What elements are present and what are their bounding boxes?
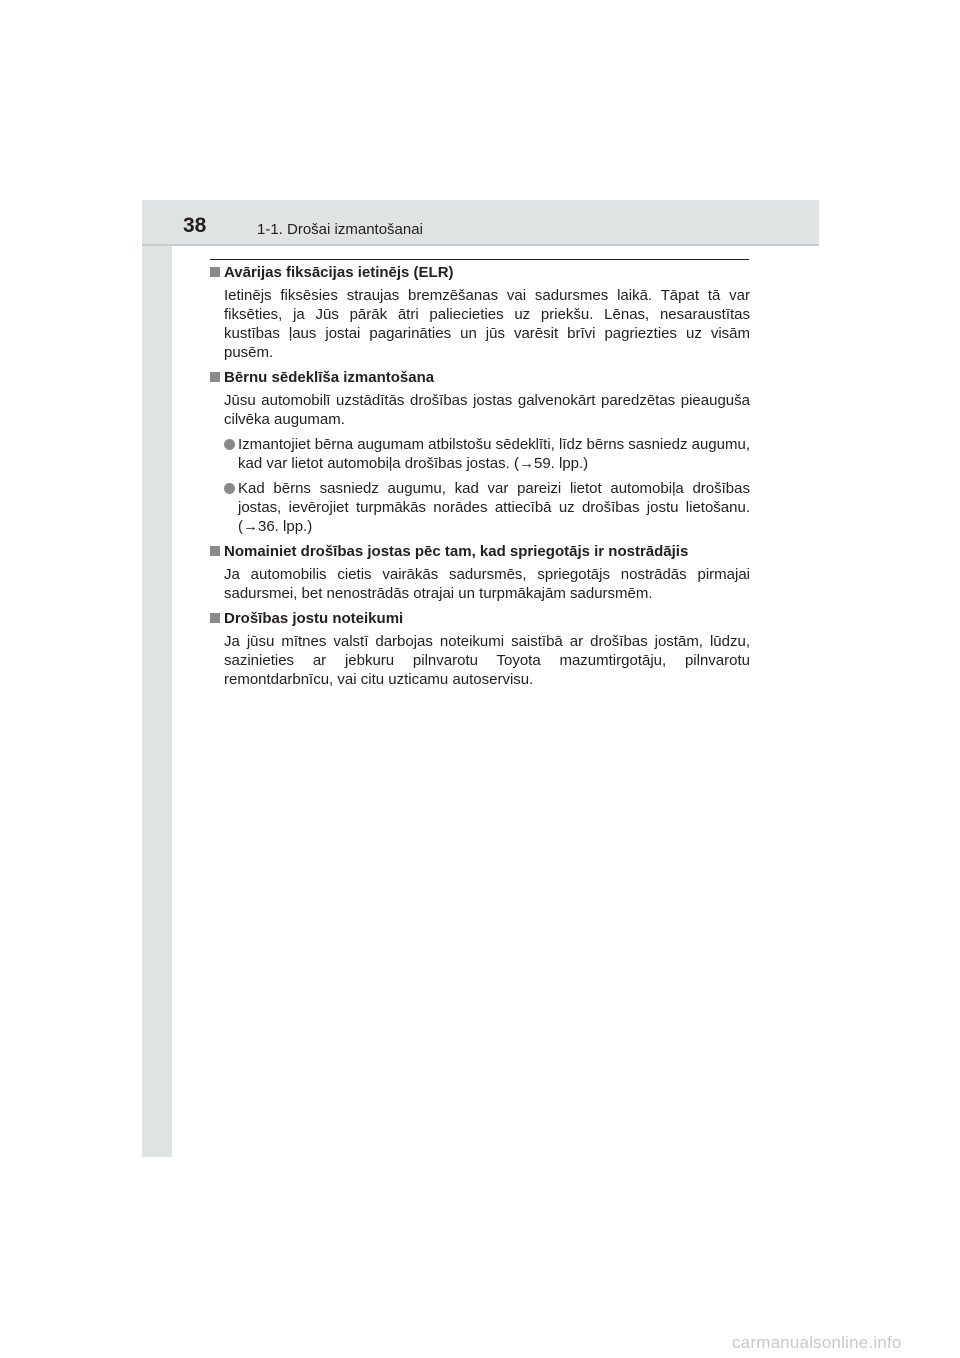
header-divider bbox=[142, 244, 819, 246]
section-heading: Drošības jostu noteikumi bbox=[210, 609, 750, 628]
square-bullet-icon bbox=[210, 546, 220, 556]
section-text: Ja jūsu mītnes valstī darbojas noteikumi saistībā ar drošības jostām, lūdzu, sazinieties ar jebkuru pilnvarotu Toyota mazumtirgotāju, pilnvarotu remontdarbnīcu, vai citu uzticamu autoservisu. bbox=[224, 633, 750, 688]
square-bullet-icon bbox=[210, 372, 220, 382]
section-heading: Bērnu sēdeklīša izmantošana bbox=[210, 368, 750, 387]
page-header bbox=[142, 200, 819, 246]
circle-bullet-icon bbox=[224, 483, 235, 494]
section-text: Jūsu automobilī uzstādītās drošības jostas galvenokārt paredzētas pieauguša cilvēka augumam. bbox=[224, 392, 750, 428]
section-regulations bbox=[210, 609, 750, 689]
section-text: Ja automobilis cietis vairākās sadursmēs, spriegotājs nostrādās pirmajai sadursmei, bet nenostrādās otrajai un turpmākajām sadursmēm. bbox=[224, 566, 750, 602]
section-pretensioner bbox=[210, 542, 750, 603]
chapter-title: 1-1. Drošai izmantošanai bbox=[257, 221, 423, 238]
circle-bullet-icon bbox=[224, 439, 235, 450]
square-bullet-icon bbox=[210, 267, 220, 277]
section-heading: Nomainiet drošības jostas pēc tam, kad spriegotājs ir nostrādājis bbox=[210, 542, 750, 561]
page-number: 38 bbox=[183, 214, 207, 237]
watermark: carmanualsonline.info bbox=[732, 1333, 902, 1352]
section-text: Ietinējs fiksēsies straujas bremzēšanas vai sadursmes laikā. Tāpat tā var fiksēties, ja Jūs pārāk ātri paliecieties uz priekšu. Lēnas, nesaraustītas kustības ļaus jostai pagarināties un jūs varēsit brīvi pagriezties uz visām pusēm. bbox=[224, 287, 750, 361]
list-item: Kad bērns sasniedz augumu, kad var pareizi lietot automobiļa drošības jostas, ievērojiet turpmākās norādes attiecībā uz drošības jostu lietošanu. (→36. lpp.) bbox=[224, 479, 750, 536]
section-rule bbox=[210, 259, 749, 260]
section-child-seat bbox=[210, 368, 750, 536]
page-content bbox=[210, 263, 750, 695]
side-tab-bar bbox=[142, 200, 172, 1157]
square-bullet-icon bbox=[210, 613, 220, 623]
list-item: Izmantojiet bērna augumam atbilstošu sēdeklīti, līdz bērns sasniedz augumu, kad var lietot automobiļa drošības jostas. (→59. lpp.) bbox=[224, 435, 750, 473]
section-heading: Avārijas fiksācijas ietinējs (ELR) bbox=[210, 263, 750, 282]
section-elr bbox=[210, 263, 750, 362]
